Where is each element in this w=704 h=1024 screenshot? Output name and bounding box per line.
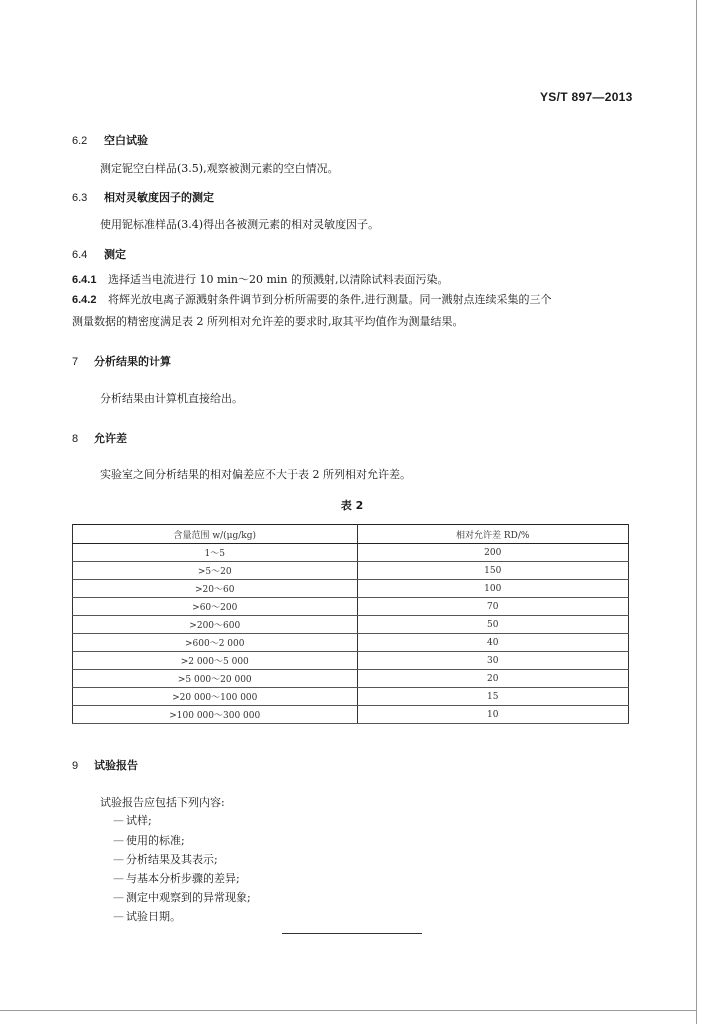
section-6-2-heading [72, 132, 148, 148]
header-content-range: 含量范围 w/(μg/kg) [73, 525, 358, 544]
section-title: 测定 [104, 248, 126, 261]
section-title: 空白试验 [104, 134, 148, 147]
report-item-text: 测定中观察到的异常现象; [126, 891, 251, 904]
report-list-item [100, 832, 185, 848]
section-8-heading [72, 430, 127, 446]
clause-6-4-1 [72, 272, 449, 288]
content-range-cell: >100 000～300 000 [73, 706, 358, 724]
section-number: 9 [72, 760, 79, 772]
clause-6-4-2-continued: 测量数据的精密度满足表 2 所列相对允许差的要求时,取其平均值作为测量结果。 [72, 315, 464, 328]
section-title: 相对灵敏度因子的测定 [104, 191, 214, 204]
tolerance-cell: 15 [357, 688, 629, 706]
dash-bullet: — [113, 834, 124, 847]
dash-bullet: — [113, 853, 124, 866]
section-6-3-heading [72, 189, 214, 205]
tolerance-cell: 50 [357, 616, 629, 634]
table-header-row [73, 525, 629, 544]
section-title: 允许差 [94, 432, 127, 445]
tolerance-cell: 70 [357, 598, 629, 616]
content-range-cell: >5 000～20 000 [73, 670, 358, 688]
dash-bullet: — [113, 891, 124, 904]
section-number: 7 [72, 356, 79, 368]
tolerance-cell: 200 [357, 544, 629, 562]
clause-6-4-2 [72, 292, 551, 308]
section-number: 6.3 [72, 192, 88, 204]
end-of-document-rule [282, 933, 422, 934]
table-2 [72, 524, 629, 724]
tolerance-cell: 20 [357, 670, 629, 688]
section-number: 6.4 [72, 249, 88, 261]
section-8-text: 实验室之间分析结果的相对偏差应不大于表 2 所列相对允许差。 [100, 468, 411, 481]
content-range-cell: >20 000～100 000 [73, 688, 358, 706]
section-title: 分析结果的计算 [94, 355, 171, 368]
section-7-text: 分析结果由计算机直接给出。 [100, 392, 243, 405]
tolerance-cell: 150 [357, 562, 629, 580]
section-6-2-text: 测定铌空白样品(3.5),观察被测元素的空白情况。 [100, 162, 339, 175]
content-range-cell: 1～5 [73, 544, 358, 562]
table-row [73, 598, 629, 616]
content-range-cell: >600～2 000 [73, 634, 358, 652]
report-list-item [100, 812, 152, 828]
table-row [73, 688, 629, 706]
header-relative-tolerance: 相对允许差 RD/% [357, 525, 629, 544]
dash-bullet: — [113, 910, 124, 923]
report-item-text: 使用的标准; [126, 834, 185, 847]
section-9-heading [72, 757, 138, 773]
report-list-item [100, 889, 251, 905]
table-row [73, 562, 629, 580]
report-item-text: 试样; [126, 814, 152, 827]
table-row [73, 706, 629, 724]
section-6-3-text: 使用铌标准样品(3.4)得出各被测元素的相对灵敏度因子。 [100, 218, 380, 231]
table-2-title: 表 2 [340, 499, 364, 512]
content-range-cell: >60～200 [73, 598, 358, 616]
content-range-cell: >20～60 [73, 580, 358, 598]
report-item-text: 试验日期。 [126, 910, 181, 923]
report-item-text: 分析结果及其表示; [126, 853, 218, 866]
table-row [73, 634, 629, 652]
section-9-intro: 试验报告应包括下列内容: [100, 796, 225, 809]
table-row [73, 616, 629, 634]
content-range-cell: >200～600 [73, 616, 358, 634]
section-number: 6.2 [72, 135, 88, 147]
content-range-cell: >2 000～5 000 [73, 652, 358, 670]
content-range-cell: >5～20 [73, 562, 358, 580]
standard-code: YS/T 897—2013 [540, 90, 633, 104]
section-7-heading [72, 353, 171, 369]
clause-text: 选择适当电流进行 10 min～20 min 的预溅射,以清除试料表面污染。 [107, 273, 449, 286]
report-list-item [100, 851, 218, 867]
table-row [73, 544, 629, 562]
report-item-text: 与基本分析步骤的差异; [126, 872, 240, 885]
dash-bullet: — [113, 872, 124, 885]
section-number: 8 [72, 433, 79, 445]
clause-number: 6.4.2 [72, 294, 97, 306]
tolerance-cell: 100 [357, 580, 629, 598]
section-6-4-heading [72, 246, 126, 262]
table-row [73, 670, 629, 688]
page-edge-bottom [0, 1010, 697, 1011]
clause-text-line-1: 将辉光放电离子源溅射条件调节到分析所需要的条件,进行测量。同一溅射点连续采集的三个 [107, 293, 552, 306]
tolerance-cell: 10 [357, 706, 629, 724]
report-list-item [100, 908, 181, 924]
tolerance-cell: 40 [357, 634, 629, 652]
section-title: 试验报告 [94, 759, 138, 772]
tolerance-cell: 30 [357, 652, 629, 670]
clause-number: 6.4.1 [72, 274, 97, 286]
table-row [73, 652, 629, 670]
report-list-item [100, 870, 240, 886]
table-row [73, 580, 629, 598]
dash-bullet: — [113, 814, 124, 827]
